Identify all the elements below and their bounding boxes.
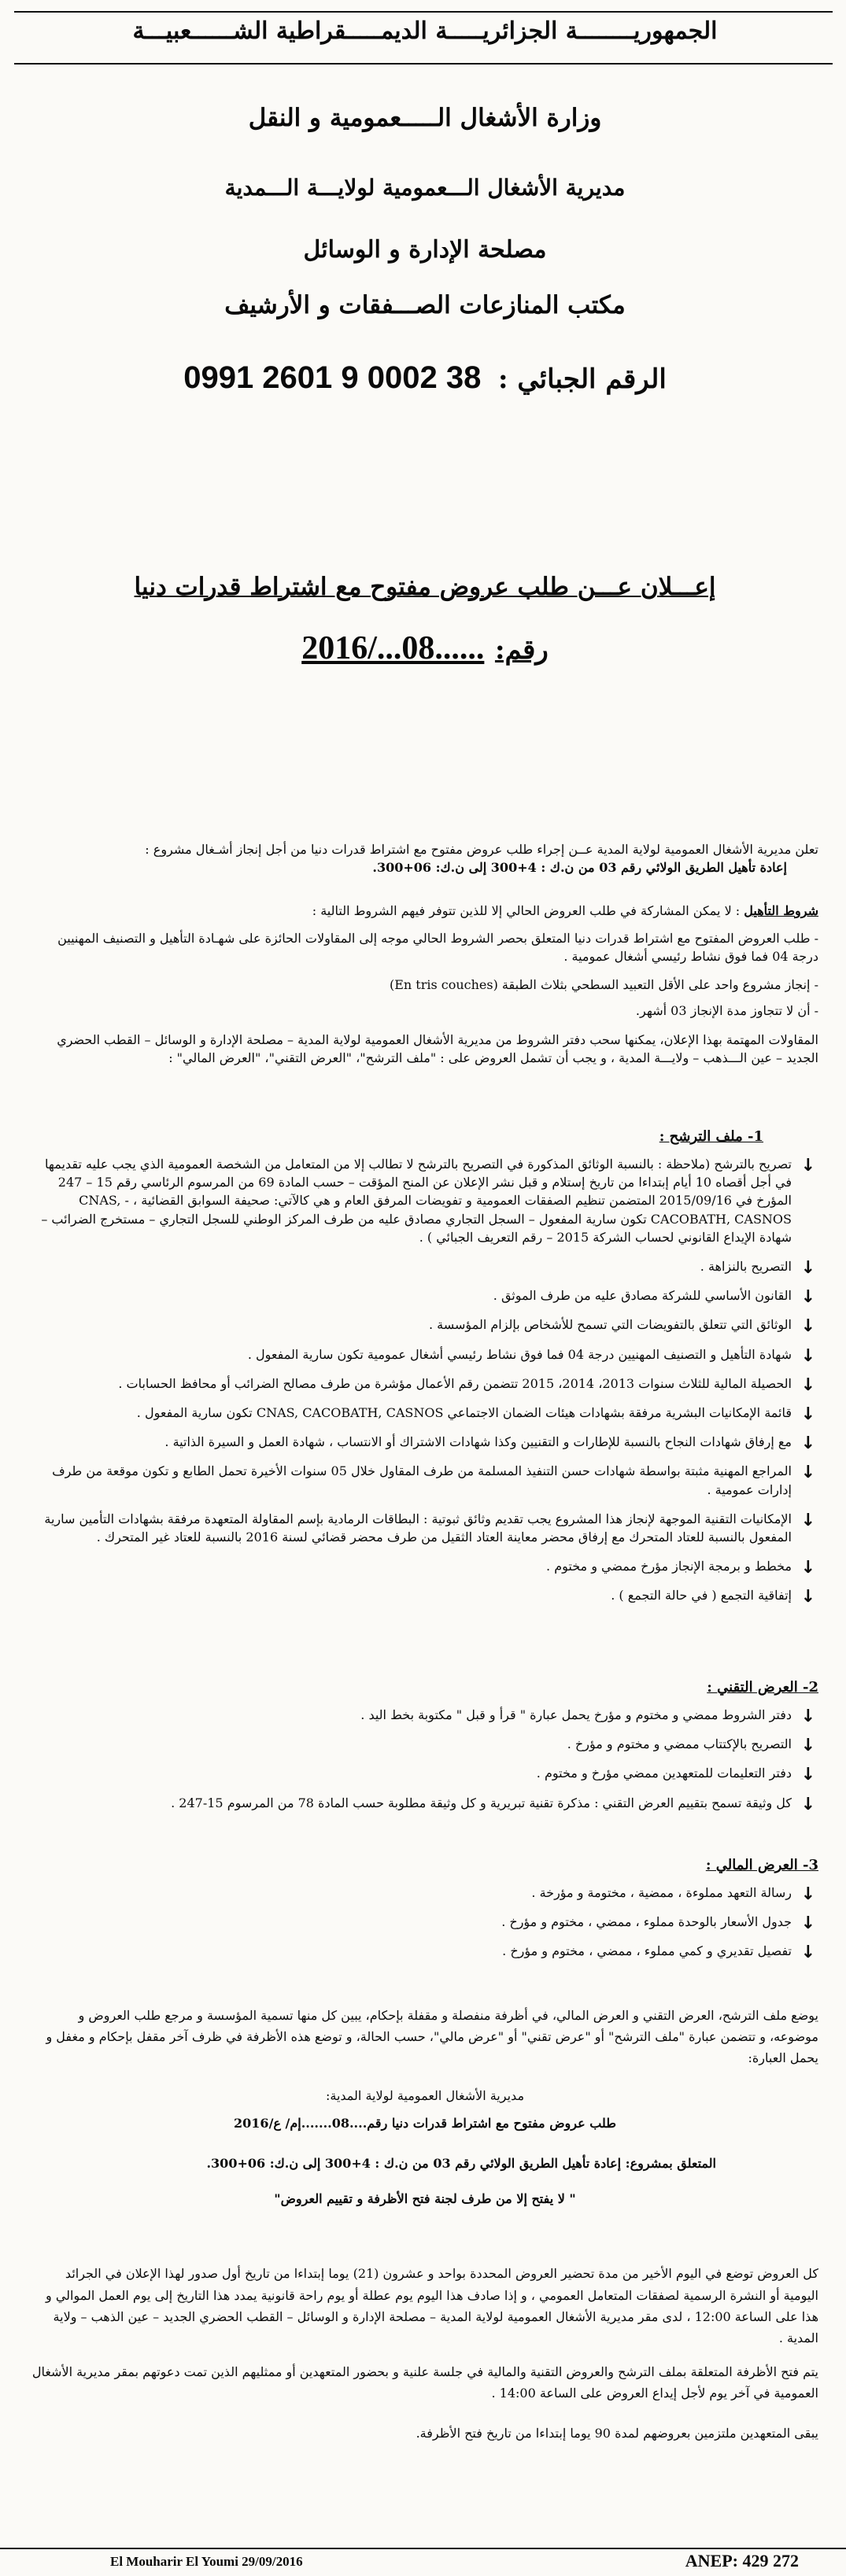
notice-number-label: رقم: [494,634,549,666]
envelope-instructions: يوضع ملف الترشح، العرض التقني و العرض المالي، في أظرفة منفصلة و مقفلة بإحكام، يبين كل منها تسمية المؤسسة و مرجع طلب العروض و موضوعه، و تتضمن عبارة "ملف الترشح" أو "عرض تقني" أو "عرض مالي"، حسب الحالة، و توضع هذه الأظرفة في ظرف آخر مقفل بإحكام و مغفل و يحمل العبارة: [46,2008,818,2066]
section-financial [31,1855,818,1972]
conditions-title: شروط التأهيل [744,903,818,918]
footer-bar [0,2548,846,2576]
intro-block [31,840,818,877]
intro-line: تعلن مديرية الأشغال العمومية لولاية المدية عــن إجراء طلب عروض مفتوح مع اشتراط قدرات دنيا من أجل إنجاز أشـغال مشروع : [145,842,818,857]
list-item: ↓ جدول الأسعار بالوحدة مملوء ، ممضي ، مختوم و مؤرخ . [31,1913,818,1931]
section-candidature [31,1127,818,1615]
fiscal-number-line [31,360,818,396]
financial-list [31,1884,818,1961]
anep-code: ANEP: 429 272 [685,2551,799,2570]
fiscal-label: الرقم الجبائي : [497,364,667,395]
withdraw-text: المقاولات المهتمة بهذا الإعلان، يمكنها سحب دفتر الشروط من مديرية الأشغال العمومية لولاية المدية – مصلحة الإدارة و الوسائل – القطب الحضري الجديد – عين الـــذهب – ولايـــة المدية ، و يجب أن تشمل العروض على : "ملف الترشح"، "العرض التقني"، "العرض المالي" : [57,1032,818,1066]
list-item: ↓ التصريح بالإكتتاب ممضي و مختوم و مؤرخ . [31,1735,818,1753]
list-item: ↓ القانون الأساسي للشركة مصادق عليه من طرف الموثق . [31,1286,818,1305]
header-rule [14,63,833,65]
condition-item: - إنجاز مشروع واحد على الأقل التعبيد السطحي بثلاث الطبقة (En tris couches) [389,976,818,992]
condition-item: - أن لا تتجاوز مدة الإنجاز 03 أشهر. [635,1002,818,1018]
list-item: ↓ الوثائق التي تتعلق بالتفويضات التي تسمح للأشخاص بإلزام المؤسسة . [31,1316,818,1334]
list-item: ↓ رسالة التعهد مملوءة ، ممضية ، مختومة و مؤرخة . [31,1884,818,1902]
list-item: ↓ دفتر التعليمات للمتعهدين ممضي مؤرخ و مختوم . [31,1764,818,1782]
list-item: ↓ مخطط و برمجة الإنجاز مؤرخ ممضي و مختوم . [31,1557,818,1575]
condition-item: - طلب العروض المفتوح مع اشتراط قدرات دنيا المتعلق بحصر الشروط الحالي موجه إلى المقاولات الحائزة على شهـادة التأهيل و التصنيف المهنيين درجة 04 فما فوق نشاط رئيسي أشغال عمومية . [57,931,818,965]
deadline-text: كل العروض توضع في اليوم الأخير من مدة تحضير العروض المحددة بواحد و عشرون (21) يوما إبتداءا من تاريخ أول صدور لهذا الإعلان في الجرائد اليومية أو النشرة الرسمية لصفقات المتعامل العمومي ، و إذا صادف هذا اليوم يوم عطلة أو يوم راحة قانونية يمدد هذا التاريخ إلى يوم العمل الموالي و هذا على الساعة 12:00 ، لدى مقر مديرية الأشغال العمومية لولاية المدية – مصلحة الإدارة و الوسائل – القطب الحضري الجديد – عين الذهب – ولاية المدية . [46,2266,818,2345]
fiscal-number: 0991 2601 9 0002 38 [183,360,482,395]
service-heading: مصلحة الإدارة و الوسائل [303,236,547,264]
opening-text: يتم فتح الأظرفة المتعلقة بملف الترشح والعروض التقنية والمالية في جلسة علنية و بحضور المتعهدين أو ممثليهم الذين تمت دعوتهم بمقر مديرية الأشغال العمومية في آخر يوم لأجل إيداع العروض على الساعة 14:00 . [31,2364,818,2401]
submission-block [31,2005,818,2443]
section-technical [31,1677,818,1823]
list-item: ↓ الإمكانيات التقنية الموجهة لإنجاز هذا المشروع يجب تقديم وثائق ثبوتية : البطاقات الرمادية بإسم المقاولة المتعهدة مرفقة بشهادات التأمين سارية المفعول بالنسبة للعتاد المتحرك مع إرفاق محضر معاينة العتاد الثقيل من طرف محضر قضائي لسنة 2016 بالنسبة للعتاد غير المتحرك . [31,1510,818,1546]
notice-number [31,629,818,667]
republic-heading: الجمهوريــــــــة الجزائريـــــة الديمـــــقراطية الشــــــعبيـــة [132,17,718,45]
list-item: ↓ شهادة التأهيل و التصنيف المهنيين درجة 04 فما فوق نشاط رئيسي أشغال عمومية تكون سارية المفعول . [31,1345,818,1364]
list-item: ↓ قائمة الإمكانيات البشرية مرفقة بشهادات هيئات الضمان الاجتماعي CNAS, CACOBATH, CASNOS تكون سارية المفعول . [31,1404,818,1422]
office-heading: مكتب المنازعات الصـــفقات و الأرشيف [224,291,626,319]
list-item: ↓ التصريح بالنزاهة . [31,1257,818,1275]
intro-project: إعادة تأهيل الطريق الولائي رقم 03 من ن.ك : 4+300 إلى ن.ك: 06+300. [372,860,787,876]
address-line: مديرية الأشغال العمومية لولاية المدية: [325,2087,525,2103]
notice-number-value: 2016/...08...... [301,630,485,666]
section-title: 1- ملف الترشح : [659,1128,763,1145]
list-item: ↓ تصريح بالترشح (ملاحظة : بالنسبة الوثائق المذكورة في التصريح بالترشح لا تطالب إلا من المتعامل من الشخصة العمومية الذي يجب عليه تقديمها في أجل أقصاه 10 أيام إبتداءا من تاريخ إستلام و قبل نشر الإعلان عن المنح المؤقت – حسب المادة 69 من المرسوم الرئاسي رقم 15 – 247 المؤرخ في 2015/09/16 المتضمن تنظيم الصفقات العمومية و تفويضات المرفق العام و هي كالآتي: صحيفة السوابق القضائية ، - CNAS, CACOBATH, CASNOS تكون سارية المفعول – السجل التجاري مصادق عليه من طرف المركز الوطني للسجل التجاري – مستخرج الضرائب – شهادة الإيداع القانوني لحساب الشركة 2015 – رقم التعريف الجبائي ) . [31,1155,818,1246]
newspaper-credit: El Mouharir El Youmi 29/09/2016 [110,2554,303,2569]
section-title: 3- العرض المالي : [705,1857,818,1873]
list-item: ↓ الحصيلة المالية للثلاث سنوات 2013، 2014، 2015 تتضمن رقم الأعمال مؤشرة من طرف مصالح الضرائب أو محافظ الحسابات . [31,1375,818,1393]
list-item: ↓ إتفاقية التجمع ( في حالة التجمع ) . [31,1586,818,1604]
technical-list [31,1706,818,1812]
list-item: ↓ دفتر الشروط ممضي و مختوم و مؤرخ يحمل عبارة " قرأ و قبل " مكتوبة بخط اليد . [31,1706,818,1724]
reference-line: طلب عروض مفتوح مع اشتراط قدرات دنيا رقم....08.......إم/ ع/2016 [234,2115,616,2131]
list-item: ↓ المراجع المهنية مثبتة بواسطة شهادات حسن التنفيذ المسلمة من طرف المقاول خلال 05 سنوات الأخيرة تحمل الطابع و تكون موقعة من طرف إدارات عمومية . [31,1462,818,1498]
section-title: 2- العرض التقني : [707,1679,818,1696]
top-rule [14,11,833,13]
notice-title: إعـــلان عـــن طلب عروض مفتوح مع اشتراط قدرات دنيا [134,573,716,601]
list-item: ↓ تفصيل تقديري و كمي مملوء ، ممضي ، مختوم و مؤرخ . [31,1942,818,1960]
do-not-open-line: " لا يفتح إلا من طرف لجنة فتح الأظرفة و تقييم العروض" [274,2191,576,2207]
list-item: ↓ كل وثيقة تسمح بتقييم العرض التقني : مذكرة تقنية تبريرية و كل وثيقة مطلوبة حسب المادة 78 من المرسوم 15-247 . [31,1794,818,1812]
ministry-heading: وزارة الأشغال الـــــعمومية و النقل [248,104,602,132]
conditions-intro: : لا يمكن المشاركة في طلب العروض الحالي إلا للذين تتوفر فيهم الشروط التالية : [312,903,741,918]
candidature-list [31,1155,818,1604]
list-item: ↓ مع إرفاق شهادات النجاح بالنسبة للإطارات و التقنيين وكذا شهادات الاشتراك أو الانتساب ، شهادة العمل و السيرة الذاتية . [31,1433,818,1451]
conditions-block [31,902,818,1067]
directorate-heading: مديرية الأشغال الـــعمومية لولايـــة الـــمدية [224,175,626,201]
validity-text: يبقى المتعهدين ملتزمين بعروضهم لمدة 90 يوما إبتداءا من تاريخ فتح الأظرفة. [416,2426,818,2441]
project-line: المتعلق بمشروع: إعادة تأهيل الطريق الولائي رقم 03 من ن.ك : 4+300 إلى ن.ك: 06+300. [206,2155,716,2171]
